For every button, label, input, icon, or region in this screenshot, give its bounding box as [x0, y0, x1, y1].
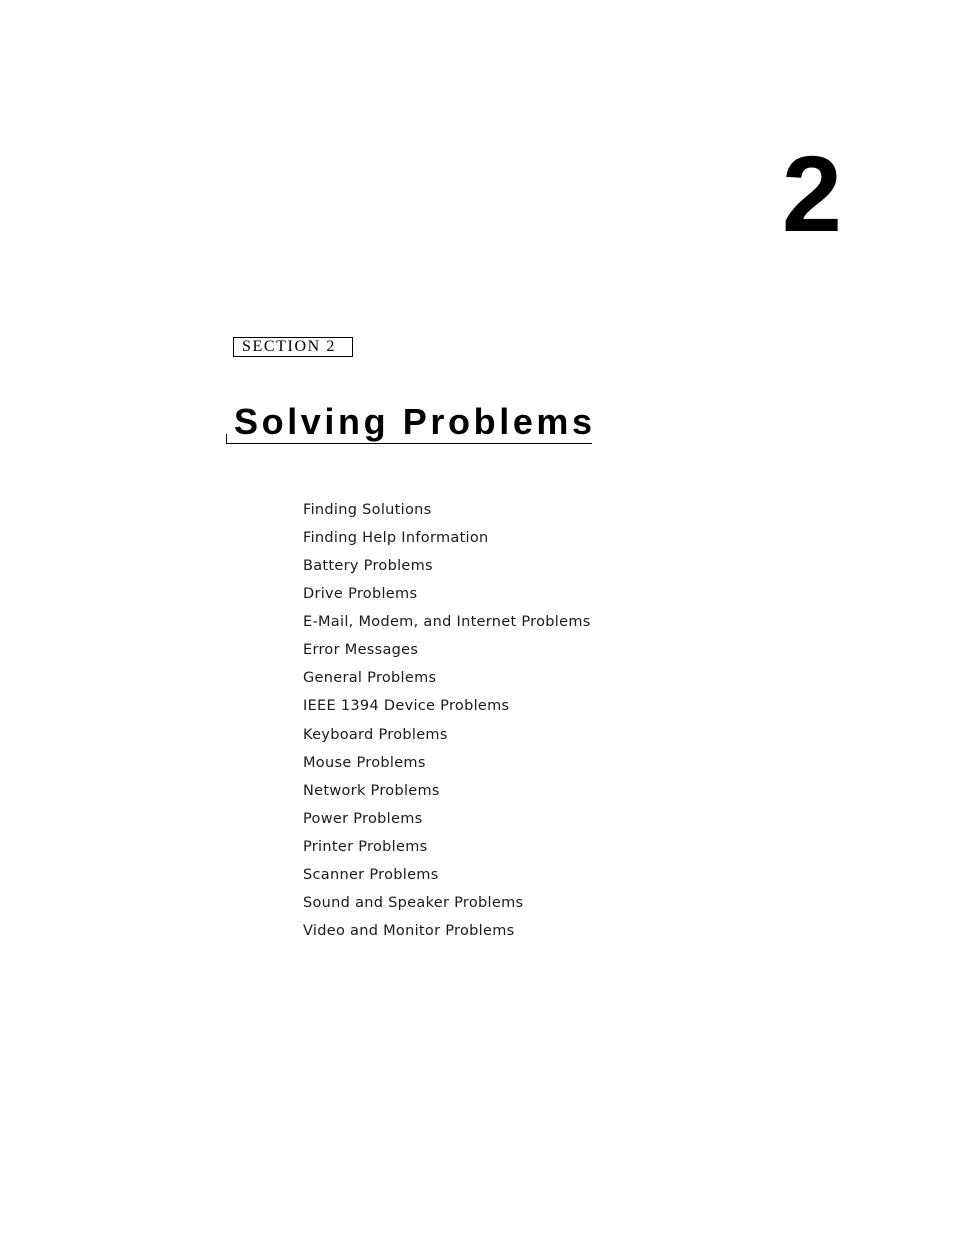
- topic-item-finding-solutions: Finding Solutions: [303, 502, 432, 518]
- topic-item-email-modem-internet-problems: E-Mail, Modem, and Internet Problems: [303, 614, 591, 631]
- section-label: SECTION 2: [233, 337, 353, 357]
- topic-item-video-and-monitor-problems: Video and Monitor Problems: [303, 922, 515, 939]
- topic-item-ieee-1394-device-problems: IEEE 1394 Device Problems: [303, 698, 510, 715]
- topic-item-keyboard-problems: Keyboard Problems: [303, 726, 448, 743]
- topic-item-network-problems: Network Problems: [303, 782, 440, 799]
- topic-item-general-problems: General Problems: [303, 670, 437, 687]
- topic-item-drive-problems: Drive Problems: [303, 586, 418, 603]
- topic-list: [303, 496, 591, 945]
- topic-item-mouse-problems: Mouse Problems: [303, 754, 426, 771]
- page-title: Solving Problems: [234, 401, 596, 442]
- topic-item-battery-problems: Battery Problems: [303, 558, 433, 575]
- topic-item-power-problems: Power Problems: [303, 810, 423, 827]
- topic-item-sound-and-speaker-problems: Sound and Speaker Problems: [303, 894, 524, 911]
- chapter-number: 2: [781, 133, 842, 254]
- topic-item-error-messages: Error Messages: [303, 642, 419, 659]
- topic-item-scanner-problems: Scanner Problems: [303, 866, 439, 883]
- title-rule: [226, 398, 596, 444]
- topic-item-finding-help-information: Finding Help Information: [303, 530, 489, 547]
- topic-item-printer-problems: Printer Problems: [303, 838, 428, 855]
